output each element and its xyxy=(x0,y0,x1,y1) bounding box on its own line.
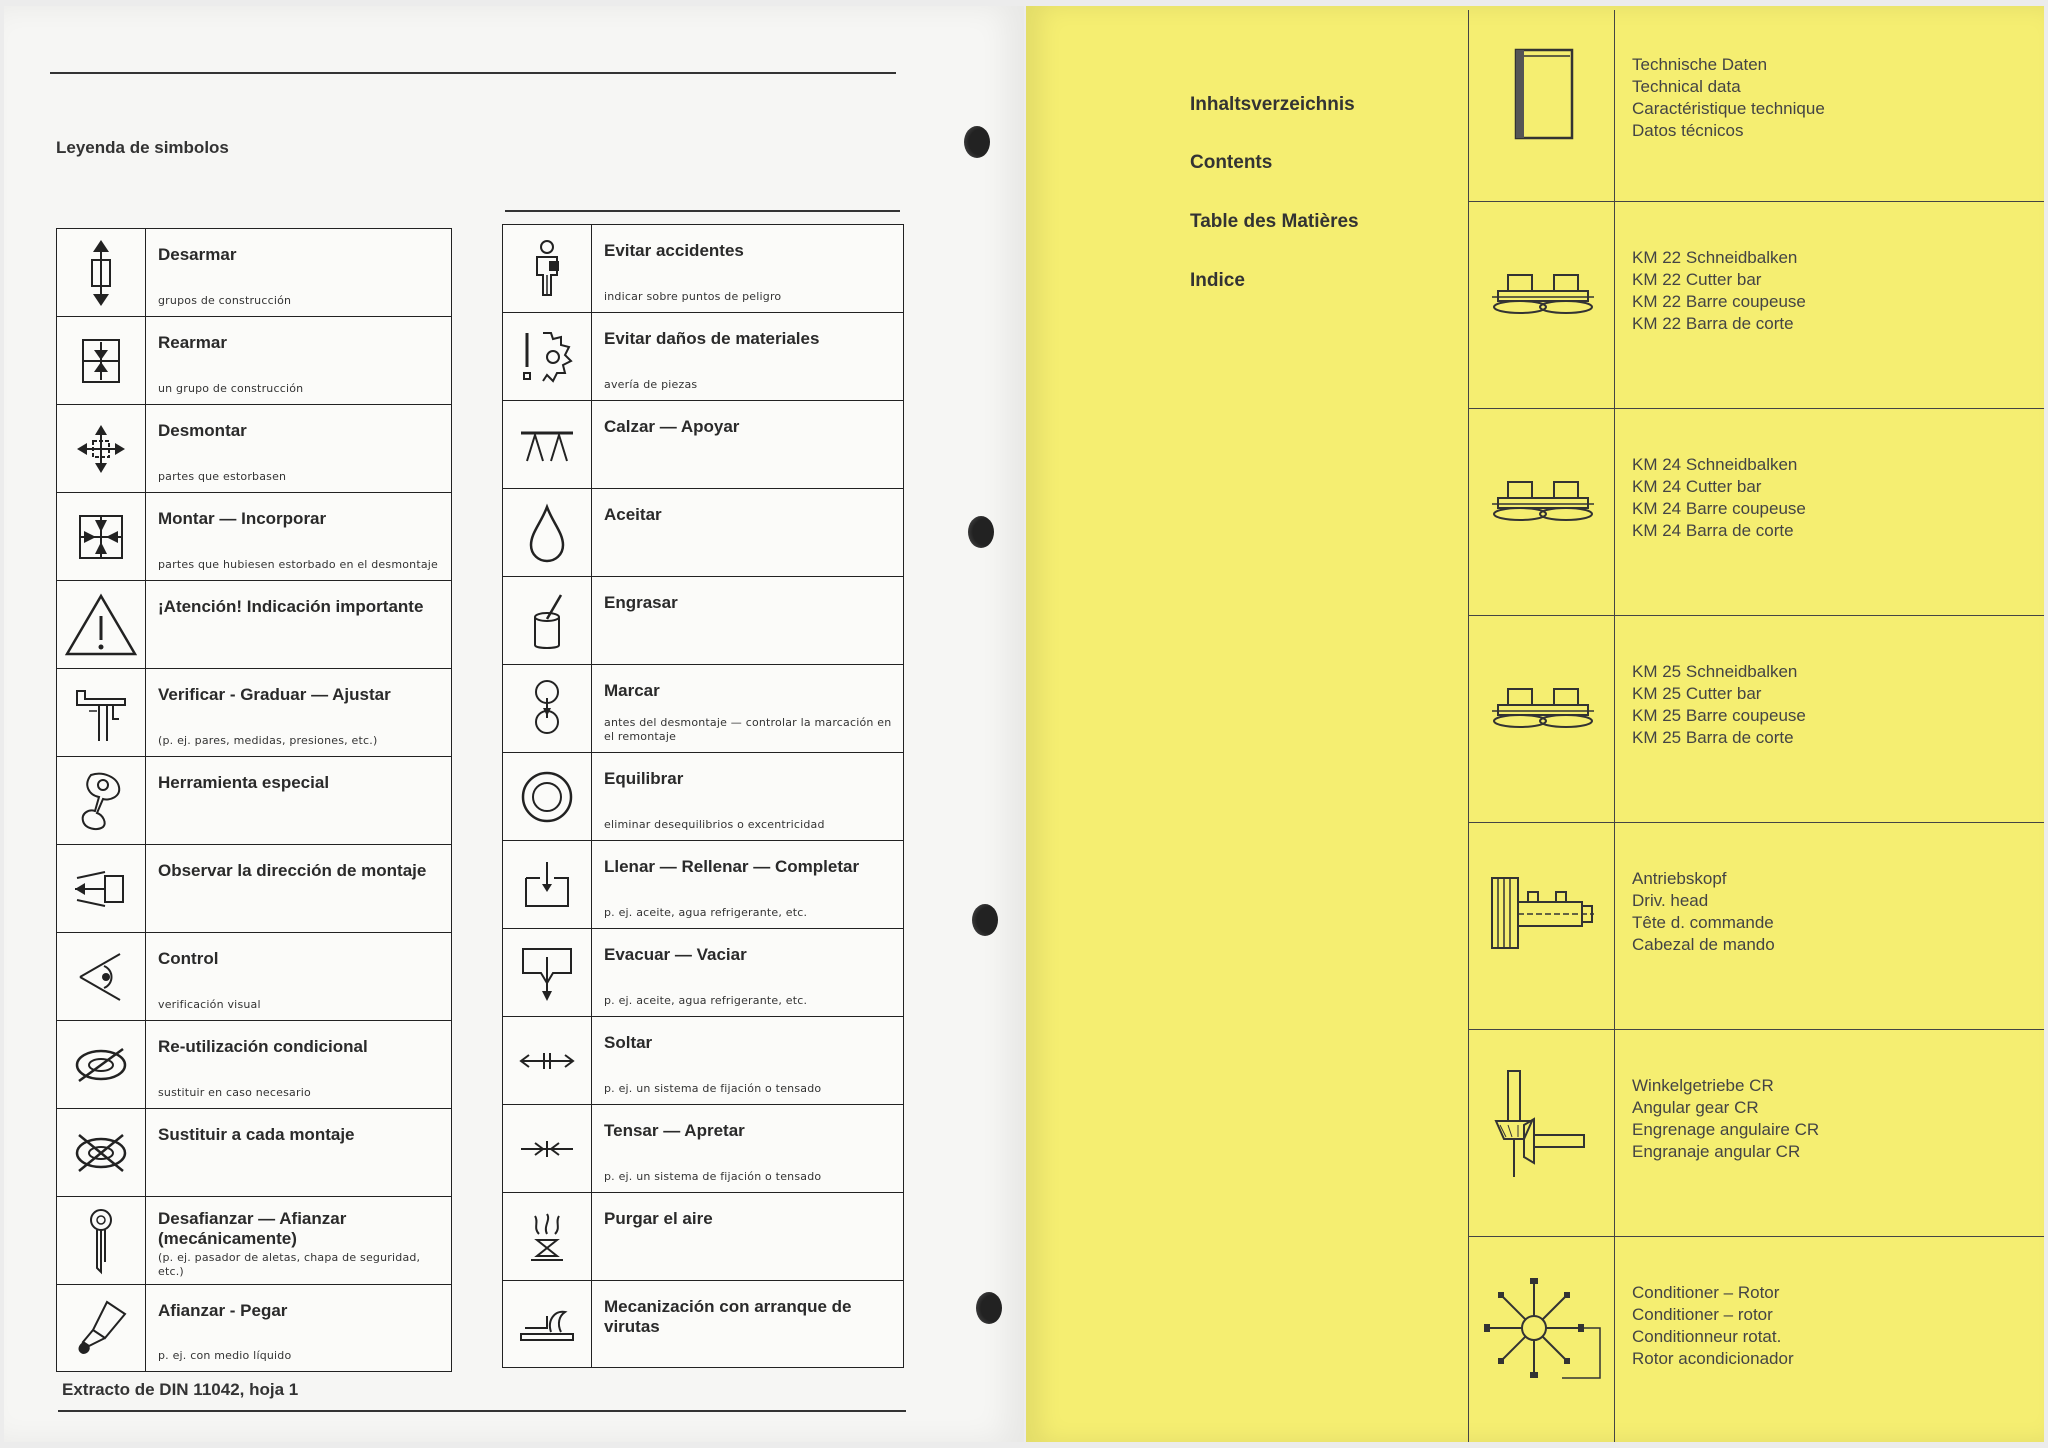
toc-line: Datos técnicos xyxy=(1632,121,1744,140)
legend-row xyxy=(503,577,904,665)
cutter-bar-icon xyxy=(1478,645,1608,785)
toc-section-conditioner-rotor[interactable] xyxy=(1468,1236,2044,1443)
legend-row xyxy=(57,317,452,405)
toc-lines xyxy=(1632,1282,1794,1370)
legend-title: ¡Atención! Indicación importante xyxy=(158,597,424,616)
toc-line: KM 22 Schneidbalken xyxy=(1632,248,1798,267)
legend-row xyxy=(57,1285,452,1372)
legend-subtitle: p. ej. un sistema de fijación o tensado xyxy=(604,1170,822,1183)
legend-row xyxy=(57,229,452,317)
eye-control-icon xyxy=(57,933,146,1021)
grease-pot-icon xyxy=(503,577,592,665)
legend-title: Afianzar - Pegar xyxy=(158,1301,288,1320)
toc-lines xyxy=(1632,1075,1819,1163)
legend-title: Mecanización con arranque de virutas xyxy=(604,1297,852,1336)
legend-title: Llenar — Rellenar — Completar xyxy=(604,857,860,876)
legend-subtitle: p. ej. aceite, agua refrigerante, etc. xyxy=(604,906,808,919)
legend-title: Rearmar xyxy=(158,333,227,352)
toc-line: Tête d. commande xyxy=(1632,913,1774,932)
toc-line: KM 22 Barre coupeuse xyxy=(1632,292,1806,311)
toc-lines xyxy=(1632,661,1806,749)
legend-row xyxy=(57,669,452,757)
legend-row xyxy=(503,313,904,401)
toc-heading-en: Contents xyxy=(1190,152,1273,173)
mid-rule xyxy=(505,210,900,212)
drive-head-icon xyxy=(1478,852,1608,992)
toc-lines xyxy=(1632,247,1806,335)
tension-arrows-icon xyxy=(503,1105,592,1193)
toc-line: KM 25 Cutter bar xyxy=(1632,684,1762,703)
legend-title: Herramienta especial xyxy=(158,773,330,792)
page-heading: Leyenda de simbolos xyxy=(56,138,229,157)
caliper-icon xyxy=(57,669,146,757)
toc-heading-fr: Table des Matières xyxy=(1190,211,1359,232)
toc-section-km22[interactable] xyxy=(1468,201,2044,408)
legend-subtitle: p. ej. un sistema de fijación o tensado xyxy=(604,1082,822,1095)
legend-title: Re-utilización condicional xyxy=(158,1037,368,1056)
toc-line: KM 24 Cutter bar xyxy=(1632,477,1762,496)
oil-drop-icon xyxy=(503,489,592,577)
toc-line: Angular gear CR xyxy=(1632,1098,1759,1117)
toc-line: Conditioner – Rotor xyxy=(1632,1283,1780,1302)
top-rule xyxy=(50,72,896,74)
legend-row xyxy=(503,665,904,753)
worker-safety-icon xyxy=(503,225,592,313)
warning-triangle-icon xyxy=(57,581,146,669)
legend-title: Desarmar xyxy=(158,245,237,264)
toc-section-km24[interactable] xyxy=(1468,408,2044,615)
symbol-legend-right xyxy=(502,224,904,1368)
legend-subtitle: antes del desmontaje — controlar la marcación en el remontaje xyxy=(604,716,892,743)
toc-line: Engranaje angular CR xyxy=(1632,1142,1801,1161)
legend-subtitle: un grupo de construcción xyxy=(158,382,304,395)
legend-subtitle: (p. ej. pares, medidas, presiones, etc.) xyxy=(158,734,378,747)
legend-row xyxy=(57,493,452,581)
toc-section-drive-head[interactable] xyxy=(1468,822,2044,1029)
disassemble-arrows-icon xyxy=(57,229,146,317)
legend-title: Marcar xyxy=(604,681,660,700)
legend-title: Aceitar xyxy=(604,505,662,524)
legend-row xyxy=(503,929,904,1017)
legend-row xyxy=(503,489,904,577)
toc-line: KM 24 Barra de corte xyxy=(1632,521,1794,540)
legend-subtitle: verificación visual xyxy=(158,998,261,1011)
marking-icon xyxy=(503,665,592,753)
legend-row xyxy=(503,401,904,489)
toc-section-km25[interactable] xyxy=(1468,615,2044,822)
legend-subtitle: partes que estorbasen xyxy=(158,470,287,483)
legend-row xyxy=(503,1281,904,1368)
toc-section-technical-data[interactable] xyxy=(1468,10,2044,201)
legend-row xyxy=(57,845,452,933)
legend-title: Control xyxy=(158,949,219,968)
toc-line: KM 24 Schneidbalken xyxy=(1632,455,1798,474)
conditioner-rotor-icon xyxy=(1478,1266,1608,1406)
legend-subtitle: p. ej. con medio líquido xyxy=(158,1349,292,1362)
machining-chip-icon xyxy=(503,1281,592,1368)
legend-row xyxy=(503,1017,904,1105)
legend-subtitle: (p. ej. pasador de aletas, chapa de seguridad, etc.) xyxy=(158,1251,421,1278)
balance-ring-icon xyxy=(503,753,592,841)
legend-subtitle: eliminar desequilibrios o excentricidad xyxy=(604,818,825,831)
symbol-legend-left xyxy=(56,228,452,1372)
angular-gear-icon xyxy=(1478,1059,1608,1199)
toc-line: Caractéristique technique xyxy=(1632,99,1825,118)
legend-subtitle: sustituir en caso necesario xyxy=(158,1086,311,1099)
footer-note: Extracto de DIN 11042, hoja 1 xyxy=(62,1380,299,1399)
dismount-arrows-icon xyxy=(57,405,146,493)
legend-subtitle: indicar sobre puntos de peligro xyxy=(604,290,782,303)
legend-title: Engrasar xyxy=(604,593,678,612)
loosen-arrows-icon xyxy=(503,1017,592,1105)
toc-line: Driv. head xyxy=(1632,891,1709,910)
legend-title: Tensar — Apretar xyxy=(604,1121,745,1140)
toc-lines xyxy=(1632,454,1806,542)
toc-line: Conditionneur rotat. xyxy=(1632,1327,1782,1346)
toc-line: Engrenage angulaire CR xyxy=(1632,1120,1820,1139)
legend-row xyxy=(57,933,452,1021)
toc-line: Technische Daten xyxy=(1632,55,1768,74)
book-icon xyxy=(1478,40,1608,180)
mounting-direction-icon xyxy=(57,845,146,933)
cotter-pin-icon xyxy=(57,1197,146,1285)
binder-hole xyxy=(964,126,990,158)
cutter-bar-icon xyxy=(1478,231,1608,371)
glue-tube-icon xyxy=(57,1285,146,1372)
toc-lines xyxy=(1632,54,1825,142)
binder-hole xyxy=(972,904,998,936)
legend-title: Evitar accidentes xyxy=(604,241,744,260)
legend-title: Evitar daños de materiales xyxy=(604,329,820,348)
legend-row xyxy=(503,1193,904,1281)
binder-hole xyxy=(976,1292,1002,1324)
toc-line: KM 25 Barra de corte xyxy=(1632,728,1794,747)
toc-line: KM 25 Schneidbalken xyxy=(1632,662,1798,681)
legend-row xyxy=(57,1021,452,1109)
legend-row xyxy=(57,405,452,493)
bottom-rule xyxy=(58,1410,906,1412)
legend-title: Soltar xyxy=(604,1033,653,1052)
toc-line: KM 25 Barre coupeuse xyxy=(1632,706,1806,725)
mount-arrows-icon xyxy=(57,493,146,581)
legend-title: Evacuar — Vaciar xyxy=(604,945,747,964)
toc-lines xyxy=(1632,868,1775,956)
toc-line: Rotor acondicionador xyxy=(1632,1349,1794,1368)
legend-row xyxy=(503,225,904,313)
legend-title: Verificar - Graduar — Ajustar xyxy=(158,685,391,704)
replace-always-icon xyxy=(57,1109,146,1197)
toc-line: Technical data xyxy=(1632,77,1741,96)
material-damage-icon xyxy=(503,313,592,401)
toc-line: Conditioner – rotor xyxy=(1632,1305,1773,1324)
legend-subtitle: p. ej. aceite, agua refrigerante, etc. xyxy=(604,994,808,1007)
fill-container-icon xyxy=(503,841,592,929)
legend-row xyxy=(503,1105,904,1193)
toc-heading-es: Indice xyxy=(1190,270,1245,291)
legend-subtitle: avería de piezas xyxy=(604,378,698,391)
toc-section-angular-gear[interactable] xyxy=(1468,1029,2044,1236)
toc-grid xyxy=(1468,10,2044,1442)
toc-line: KM 22 Barra de corte xyxy=(1632,314,1794,333)
legend-title: Montar — Incorporar xyxy=(158,509,327,528)
legend-title: Desmontar xyxy=(158,421,247,440)
legend-subtitle: grupos de construcción xyxy=(158,294,292,307)
bleed-air-icon xyxy=(503,1193,592,1281)
legend-title: Calzar — Apoyar xyxy=(604,417,740,436)
cutter-bar-icon xyxy=(1478,438,1608,578)
legend-row xyxy=(57,757,452,845)
legend-title: Purgar el aire xyxy=(604,1209,713,1228)
legend-title: Equilibrar xyxy=(604,769,684,788)
conditional-reuse-icon xyxy=(57,1021,146,1109)
legend-row xyxy=(503,841,904,929)
toc-heading-de: Inhaltsverzeichnis xyxy=(1190,94,1355,115)
support-stand-icon xyxy=(503,401,592,489)
toc-line: Antriebskopf xyxy=(1632,869,1727,888)
legend-title: Sustituir a cada montaje xyxy=(158,1125,355,1144)
legend-row xyxy=(503,753,904,841)
binder-hole xyxy=(968,516,994,548)
reassemble-arrows-icon xyxy=(57,317,146,405)
legend-title: Observar la dirección de montaje xyxy=(158,861,427,880)
legend-row xyxy=(57,1197,452,1285)
toc-line: Cabezal de mando xyxy=(1632,935,1775,954)
legend-row xyxy=(57,581,452,669)
special-tool-icon xyxy=(57,757,146,845)
toc-line: Winkelgetriebe CR xyxy=(1632,1076,1774,1095)
toc-line: KM 22 Cutter bar xyxy=(1632,270,1762,289)
toc-line: KM 24 Barre coupeuse xyxy=(1632,499,1806,518)
drain-container-icon xyxy=(503,929,592,1017)
legend-subtitle: partes que hubiesen estorbado en el desmontaje xyxy=(158,558,439,571)
legend-title: Desafianzar — Afianzar (mecánicamente) xyxy=(158,1209,347,1248)
legend-row xyxy=(57,1109,452,1197)
